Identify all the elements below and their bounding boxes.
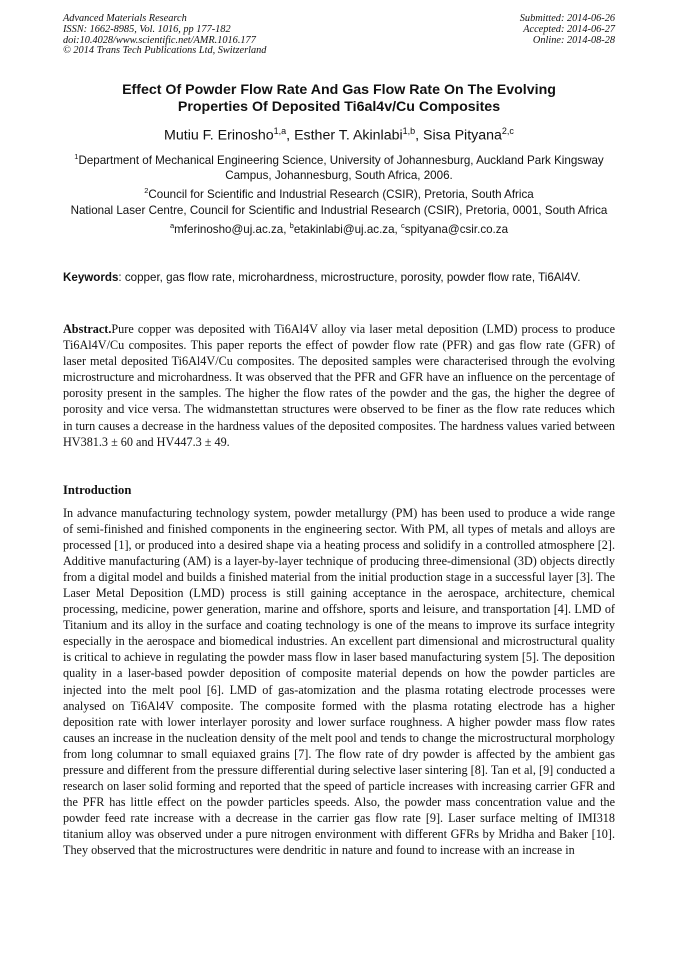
journal-name: Advanced Materials Research — [63, 13, 187, 24]
online-date: Online: 2014-08-28 — [532, 34, 615, 46]
email-marker: a — [169, 220, 175, 230]
copyright-line: © 2014 Trans Tech Publications Ltd, Switzerland — [63, 45, 267, 57]
author-name: Sisa Pityana — [423, 127, 502, 144]
affiliations — [60, 149, 618, 237]
keywords-block — [63, 270, 615, 285]
author-separator: , — [286, 127, 295, 144]
affiliation-2 — [60, 183, 618, 202]
affiliation-2-marker: 2 — [144, 186, 149, 196]
title-line-2: Properties Of Deposited Ti6al4v/Cu Composites — [177, 99, 501, 115]
author-superscript: 1,a — [273, 126, 287, 136]
publication-info — [63, 14, 266, 57]
author-list — [40, 122, 638, 145]
author-name: Esther T. Akinlabi — [294, 127, 403, 144]
title-line-1: Effect Of Powder Flow Rate And Gas Flow Rate On The Evolving — [122, 82, 556, 98]
introduction-paragraph: In advance manufacturing technology system, powder metallurgy (PM) has been used to produce a wide range of semi-finished and finished components in the engineering sector. With PM, all types of metals and alloys are processed [1], or produced into a desired shape via a heating process and solidify in a controlled atmosphere [2]. Additive manufacturing (AM) is a layer-by-layer technique of producing three-dimensional (3D) objects directly from a digital model and builds a finished material from the initial production stage in a successful layer [3]. The Laser Metal Deposition (LMD) process is still gaining acceptance in the aerospace, architecture, chemical processing, medicine, power generation, marine and offshore, sports and leisure, and transportation [4]. LMD of Titanium and its alloy in the surface and coating technology is one of the means to improve its surface integrity especially in the aerospace and biomedical industries. An excellent part dimensional and microstructural quality is critical to achieve in regulating the powder mass flow in laser based manufacturing system [5]. The deposition quality in a laser-based powder deposition of composite material depends on how the powder particles are injected into the melt pool [6]. LMD of gas-atomization and the plasma rotating electrode processes were analysed on Ti6Al4V composite. The composite formed with the plasma rotating electrode has a higher deposition rate with lower interlayer porosity and lower surface roughness. A higher powder mass flow rates causes an increase in the nucleation density of the melt pool and tends to change the microstructural morphology from long columnar to small equiaxed grains [7]. The flow rate of dry powder is affected by the ambient gas pressure and different from the pressure differential during selective laser sintering [8]. Tan et al, [9] conducted a research on laser solid forming and reported that the speed of particle increases with increasing carrier GFR and the PFR has little effect on the powder particles speeds. Also, the powder mass concentration value and the powder feed rate increase with a decrease in the carrier gas flow rate [9]. Laser surface melting of IMI318 titanium alloy was observed under a pure nitrogen environment with different GFRs by Mridha and Baker [10]. They observed that the microstructures were dendritic in nature and found to increase with an increase in — [63, 506, 615, 857]
affiliation-1-text: Department of Mechanical Engineering Science, University of Johannesburg, Auckland Park Kingsway Campus, Johannesburg, South Africa, 2006. — [78, 153, 604, 183]
issn-line: ISSN: 1662-8985, Vol. 1016, pp 177-182 — [63, 23, 231, 35]
introduction-heading: Introduction — [63, 483, 132, 497]
affiliation-1-marker: 1 — [74, 152, 79, 161]
abstract-block — [63, 321, 615, 450]
affiliation-1 — [60, 149, 618, 183]
email-address: mferinosho@uj.ac.za, — [174, 222, 290, 236]
introduction-body — [63, 505, 615, 858]
email-marker: b — [289, 220, 294, 230]
email-marker: c — [401, 220, 405, 230]
email-line — [60, 218, 618, 237]
author-name: Mutiu F. Erinosho — [164, 127, 274, 144]
abstract-text: Pure copper was deposited with Ti6Al4V alloy via laser metal deposition (LMD) process to produce Ti6Al4V/Cu composites. This paper reports the effect of powder flow rate (PFR) and gas flow rate (GFR) of laser metal deposited Ti6Al4V/Cu composites. The deposited samples were characterised through the evolving microstructure and microhardness. It was observed that the PFR and GFR have an influence on the percentage of porosity present in the samples. The higher the flow rates of the powder and the gas, the higher the degree of porosity and vice versa. The widmanstettan structures were observed to be finer as the flow rate reduces which in turn causes a decrease in the hardness values of the deposited composites. The hardness values varied between HV381.3 ± 60 and HV447.3 ± 49. — [63, 322, 615, 449]
keywords-text: : copper, gas flow rate, microhardness, microstructure, porosity, powder flow rate, Ti6Al4V. — [118, 271, 581, 284]
journal-header — [63, 14, 615, 70]
author-superscript: 1,b — [402, 126, 416, 136]
paper-title — [60, 82, 618, 116]
keywords-label: Keywords — [63, 271, 119, 284]
email-address: etakinlabi@uj.ac.za, — [293, 222, 401, 236]
affiliation-3: National Laser Centre, Council for Scientific and Industrial Research (CSIR), Pretoria, 0001, South Africa — [70, 203, 608, 217]
author-separator: , — [415, 127, 424, 144]
submitted-date: Submitted: 2014-06-26 — [519, 13, 615, 24]
affiliation-2-text: Council for Scientific and Industrial Research (CSIR), Pretoria, South Africa — [148, 188, 534, 202]
doi-line: doi:10.4028/www.scientific.net/AMR.1016.177 — [63, 34, 256, 46]
accepted-date: Accepted: 2014-06-27 — [523, 23, 615, 35]
author-superscript: 2,c — [501, 126, 514, 136]
abstract-label: Abstract. — [63, 322, 112, 336]
submission-dates — [520, 14, 615, 46]
email-address: spityana@csir.co.za — [404, 222, 509, 236]
